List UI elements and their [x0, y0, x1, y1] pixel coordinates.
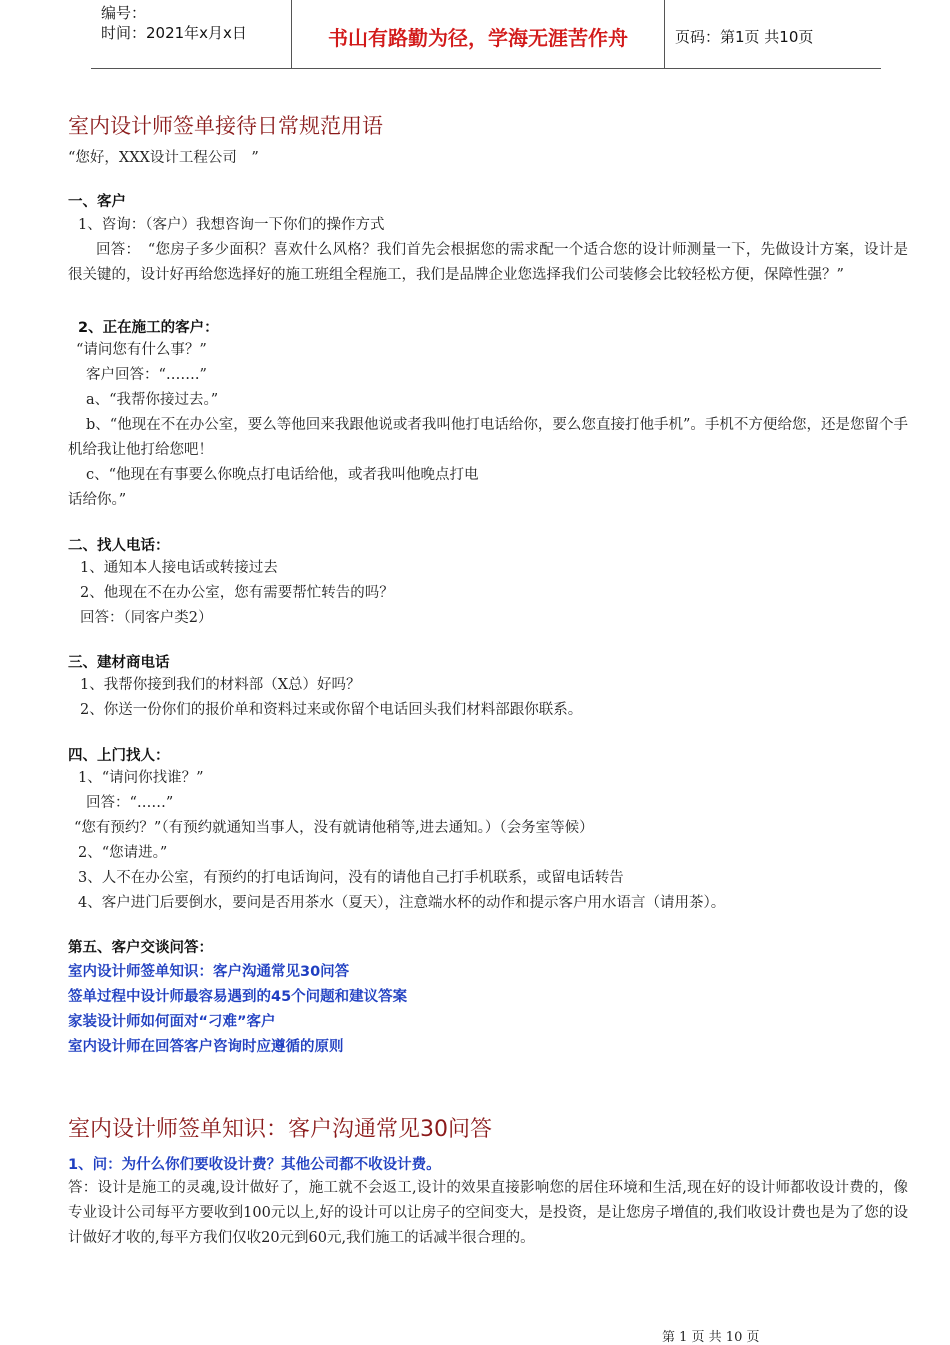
s4-item4: 4、客户进门后要倒水，要问是否用茶水（夏天），注意端水杯的动作和提示客户用水语言（请用茶）。: [78, 895, 726, 911]
s1-client-reply: 客户回答：“…….”: [86, 367, 207, 383]
header-page-cell: [665, 0, 880, 68]
s1-item1: 1、咨询：（客户）我想咨询一下你们的操作方式: [78, 217, 385, 233]
question-1: 1、问：为什么你们要收设计费？其他公司都不收设计费。: [68, 1157, 441, 1173]
header-page-number: 页码：第1页 共10页: [675, 28, 814, 46]
link-30-qa[interactable]: 室内设计师签单知识：客户沟通常见30问答: [68, 964, 350, 980]
header-motto-cell: [292, 0, 665, 68]
s4-appointment: “您有预约？”（有预约就通知当事人，没有就请他稍等,进去通知。）（会务室等候）: [74, 820, 594, 836]
link-45-questions[interactable]: 签单过程中设计师最容易遇到的45个问题和建议答案: [68, 989, 408, 1005]
section-2-heading: 二、找人电话：: [68, 538, 170, 554]
section-5-heading: 第五、客户交谈问答：: [68, 940, 213, 956]
s1-option-c-line1: c、“他现在有事要么你晚点打电话给他，或者我叫他晚点打电: [86, 467, 479, 483]
s4-item1: 1、“请问你找谁？”: [78, 770, 204, 786]
s1-item2: 2、正在施工的客户：: [78, 320, 219, 336]
s1-answer: 回答： “您房子多少面积？喜欢什么风格？我们首先会根据您的需求配一个适合您的设计师测量一下，先做设计方案，设计是很关键的，设计好再给您选择好的施工班组全程施工，我们是品牌企业您选择我们公司装修会比较轻松方便，保障性强？”: [68, 242, 908, 283]
page-header: [91, 0, 881, 69]
greeting: “您好，XXX设计工程公司 ”: [68, 150, 259, 166]
s1-option-a: a、“我帮你接过去。”: [86, 392, 219, 408]
header-number: 编号：: [101, 4, 147, 22]
s2-answer: 回答：（同客户类2）: [80, 610, 213, 626]
link-difficult-clients[interactable]: 家装设计师如何面对“刁难”客户: [68, 1014, 276, 1030]
section-1-heading: 一、客户: [68, 194, 126, 210]
s2-item2: 2、他现在不在办公室，您有需要帮忙转告的吗？: [80, 585, 394, 601]
page-title: 室内设计师签单接待日常规范用语: [68, 114, 383, 138]
page-footer: 第 1 页 共 10 页: [662, 1330, 760, 1345]
s1-option-c-line2: 话给你。”: [68, 492, 127, 508]
link-consult-principles[interactable]: 室内设计师在回答客户咨询时应遵循的原则: [68, 1039, 344, 1055]
section-4-heading: 四、上门找人：: [68, 748, 170, 764]
s3-item1: 1、我帮你接到我们的材料部（X总）好吗？: [80, 677, 361, 693]
s1-ask: “请问您有什么事？”: [76, 342, 207, 358]
section-title-30-qa: 室内设计师签单知识：客户沟通常见30问答: [68, 1117, 492, 1142]
s1-option-b: b、“他现在不在办公室，要么等他回来我跟他说或者我叫他打电话给你，要么您直接打他手机”。手机不方便给您，还是您留个手机给我让他打给您吧！: [68, 417, 908, 458]
s3-item2: 2、你送一份你们的报价单和资料过来或你留个电话回头我们材料部跟你联系。: [80, 702, 583, 718]
s4-item2: 2、“您请进。”: [78, 845, 168, 861]
header-meta-cell: [91, 0, 292, 68]
section-3-heading: 三、建材商电话: [68, 655, 170, 671]
s4-answer: 回答：“……”: [86, 795, 174, 811]
s4-item3: 3、人不在办公室，有预约的打电话询问，没有的请他自己打手机联系，或留电话转告: [78, 870, 624, 886]
header-motto: 书山有路勤为径，学海无涯苦作舟: [328, 26, 628, 50]
answer-1: 答：设计是施工的灵魂,设计做好了，施工就不会返工,设计的效果直接影响您的居住环境和生活,现在好的设计师都收设计费的，像专业设计公司每平方要收到100元以上,好的设计可以让房子的空间变大，是投资，是让您房子增值的,我们收设计费也是为了您的设计做好才收的,每平方我们仅收20元到60元,我们施工的话减半很合理的。: [68, 1180, 908, 1246]
header-time: 时间：2021年x月x日: [101, 24, 247, 42]
s2-item1: 1、通知本人接电话或转接过去: [80, 560, 278, 576]
